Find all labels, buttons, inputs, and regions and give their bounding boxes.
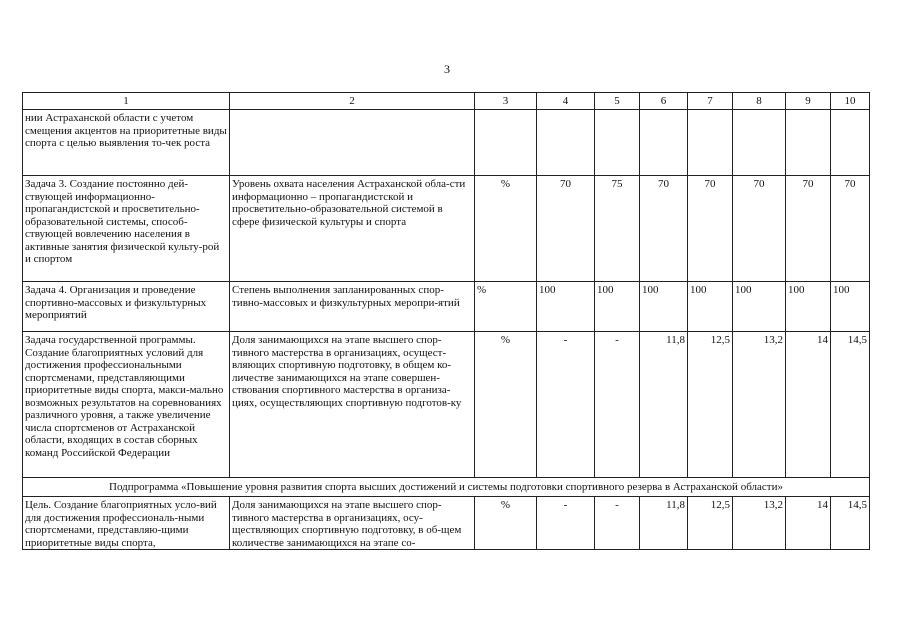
value-cell: 70 bbox=[786, 176, 831, 282]
value-cell: 14,5 bbox=[831, 497, 870, 550]
indicator-cell: Доля занимающихся на этапе высшего спор-тивного мастерства в организациях, осущест-вляющих спортивную подготовку, в общем ко-личестве занимающихся на этапе совершен-ствования спортивного мастерства в организа-циях, осуществляющих спортивную подготов-ку bbox=[230, 332, 475, 478]
value-cell: 12,5 bbox=[688, 332, 733, 478]
task-cell: нии Астраханской области с учетом смещения акцентов на приоритетные виды спорта с целью выявления то-чек роста bbox=[23, 110, 230, 176]
value-cell: 11,8 bbox=[640, 497, 688, 550]
value-cell: 13,2 bbox=[733, 497, 786, 550]
value-cell: 13,2 bbox=[733, 332, 786, 478]
unit-cell: % bbox=[475, 176, 537, 282]
unit-cell bbox=[475, 110, 537, 176]
unit-cell: % bbox=[475, 497, 537, 550]
value-cell: 70 bbox=[831, 176, 870, 282]
header-cell: 6 bbox=[640, 93, 688, 110]
header-row bbox=[23, 93, 870, 110]
header-cell: 4 bbox=[537, 93, 595, 110]
value-cell: 70 bbox=[733, 176, 786, 282]
header-cell: 2 bbox=[230, 93, 475, 110]
task-cell: Задача 3. Создание постоянно дей-ствующей информационно-пропагандистской и просветительно-образовательной системы, способ-ствующей вовлечению населения в активные занятия физической культу-рой и спортом bbox=[23, 176, 230, 282]
value-cell: 75 bbox=[595, 176, 640, 282]
table-row bbox=[23, 110, 870, 176]
table-row bbox=[23, 176, 870, 282]
task-cell: Задача 4. Организация и проведение спортивно-массовых и физкультурных мероприятий bbox=[23, 282, 230, 332]
value-cell: 70 bbox=[688, 176, 733, 282]
unit-cell: % bbox=[475, 282, 537, 332]
value-cell: 100 bbox=[786, 282, 831, 332]
value-cell: 14 bbox=[786, 332, 831, 478]
value-cell: - bbox=[595, 332, 640, 478]
header-cell: 8 bbox=[733, 93, 786, 110]
value-cell bbox=[640, 110, 688, 176]
value-cell bbox=[688, 110, 733, 176]
page-number: 3 bbox=[444, 62, 450, 76]
value-cell: 100 bbox=[733, 282, 786, 332]
header-cell: 7 bbox=[688, 93, 733, 110]
value-cell: 11,8 bbox=[640, 332, 688, 478]
indicators-table bbox=[22, 92, 870, 550]
value-cell: 100 bbox=[640, 282, 688, 332]
value-cell: - bbox=[537, 497, 595, 550]
subprogram-row bbox=[23, 478, 870, 497]
indicator-cell: Уровень охвата населения Астраханской обла-сти информационно – пропагандистской и просветительно-образовательной системой в сфере физической культуры и спорта bbox=[230, 176, 475, 282]
task-cell: Цель. Создание благоприятных усло-вий для достижения профессиональ-ными спортсменами, представляю-щими приоритетные виды спорта, bbox=[23, 497, 230, 550]
value-cell: 70 bbox=[640, 176, 688, 282]
value-cell: 12,5 bbox=[688, 497, 733, 550]
subprogram-title: Подпрограмма «Повышение уровня развития спорта высших достижений и системы подготовки спортивного резерва в Астраханской области» bbox=[23, 478, 870, 497]
indicator-cell: Степень выполнения запланированных спор-тивно-массовых и физкультурных меропри-ятий bbox=[230, 282, 475, 332]
header-cell: 5 bbox=[595, 93, 640, 110]
table-row bbox=[23, 332, 870, 478]
header-cell: 9 bbox=[786, 93, 831, 110]
value-cell: 14 bbox=[786, 497, 831, 550]
header-cell: 10 bbox=[831, 93, 870, 110]
value-cell: 100 bbox=[688, 282, 733, 332]
table-row bbox=[23, 497, 870, 550]
unit-cell: % bbox=[475, 332, 537, 478]
value-cell: - bbox=[595, 497, 640, 550]
indicator-cell: Доля занимающихся на этапе высшего спор-тивного мастерства в организациях, осу-ществляющих спортивную подготовку, в об-щем количестве занимающихся на этапе со- bbox=[230, 497, 475, 550]
header-cell: 3 bbox=[475, 93, 537, 110]
value-cell: - bbox=[537, 332, 595, 478]
value-cell bbox=[831, 110, 870, 176]
value-cell: 14,5 bbox=[831, 332, 870, 478]
indicator-cell bbox=[230, 110, 475, 176]
value-cell bbox=[537, 110, 595, 176]
header-cell: 1 bbox=[23, 93, 230, 110]
value-cell bbox=[595, 110, 640, 176]
task-cell: Задача государственной программы. Создание благоприятных условий для достижения профессиональными спортсменами, представляющими приоритетные виды спорта, макси-мально возможных результатов на соревнованиях различного уровня, а также увеличение числа спортсменов от Астраханской области, входящих в состав сборных команд Российской Федерации bbox=[23, 332, 230, 478]
value-cell: 70 bbox=[537, 176, 595, 282]
value-cell bbox=[733, 110, 786, 176]
value-cell: 100 bbox=[831, 282, 870, 332]
value-cell bbox=[786, 110, 831, 176]
value-cell: 100 bbox=[537, 282, 595, 332]
value-cell: 100 bbox=[595, 282, 640, 332]
table-row bbox=[23, 282, 870, 332]
